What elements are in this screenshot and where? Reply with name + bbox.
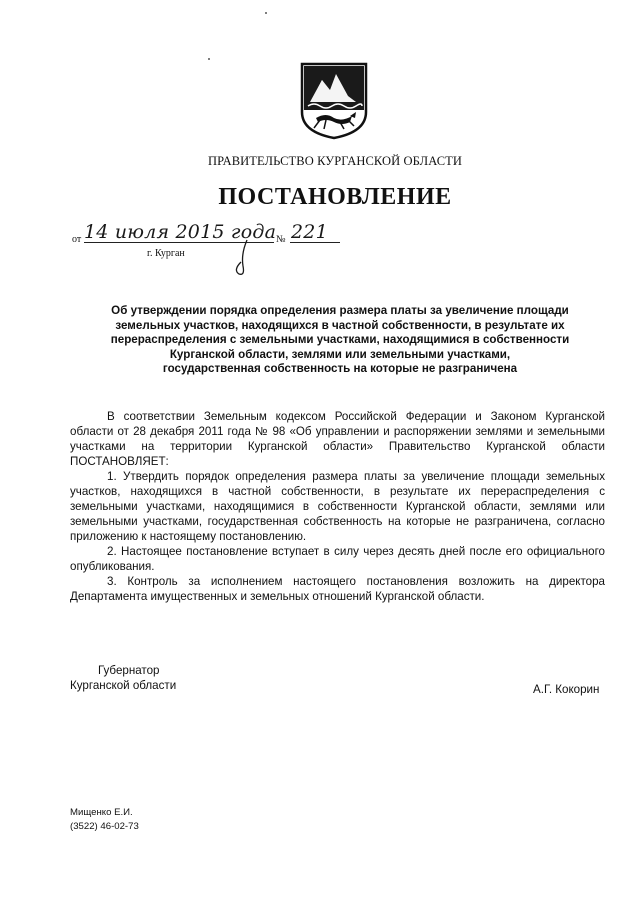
signatory-region: Курганской области bbox=[70, 679, 177, 692]
government-name: ПРАВИТЕЛЬСТВО КУРГАНСКОЙ ОБЛАСТИ bbox=[207, 154, 462, 168]
handwritten-number: 221 bbox=[291, 221, 328, 243]
number-underline bbox=[290, 242, 340, 243]
document-body bbox=[70, 409, 605, 604]
kurgan-region-coat-of-arms-icon bbox=[300, 62, 368, 140]
handwriting-flourish bbox=[225, 238, 265, 278]
city-label: г. Курган bbox=[147, 248, 185, 259]
document-type-title: ПОСТАНОВЛЕНИЕ bbox=[218, 184, 452, 210]
subject-line: Курганской области, землями или земельными участками, bbox=[169, 347, 511, 361]
subject-line: государственная собственность на которые не разграничена bbox=[162, 362, 518, 376]
handwritten-date: 14 июля 2015 года bbox=[84, 221, 277, 243]
date-prefix: от bbox=[72, 234, 82, 245]
contact-author: Мищенко Е.И. bbox=[70, 807, 133, 818]
subject-line: земельных участков, находящихся в частной собственности, в результате их bbox=[115, 318, 565, 332]
number-prefix: № bbox=[276, 234, 286, 245]
subject-line: перераспределения с земельными участками, находящимися в собственности bbox=[110, 333, 570, 347]
signatory-title: Губернатор bbox=[98, 664, 160, 677]
body-paragraph-item-3: 3. Контроль за исполнением настоящего постановления возложить на директора Департамента имущественных и земельных отношений Курганской области. bbox=[70, 575, 605, 603]
body-paragraph-item-2: 2. Настоящее постановление вступает в силу через десять дней после его официального опубликования. bbox=[70, 545, 605, 573]
document-subject bbox=[70, 304, 610, 377]
scan-speck bbox=[265, 12, 267, 14]
body-paragraph-item-1: 1. Утвердить порядок определения размера платы за увеличение площади земельных участков, находящихся в частной собственности, в результате их перераспределения с земельными участками, находящимися в собственности Курганской области, землями или земельными участками, государственная собственность на которые не разграничена, согласно приложению к настоящему постановлению. bbox=[70, 470, 605, 543]
subject-line: Об утверждении порядка определения размера платы за увеличение площади bbox=[111, 304, 569, 317]
contact-phone: (3522) 46-02-73 bbox=[70, 821, 139, 832]
body-paragraph-preamble: В соответствии Земельным кодексом Российской Федерации и Законом Курганской области от 28 декабря 2011 года № 98 «Об управлении и распоряжении землями и земельными участками на территории Курганской области» Правительство Курганской области ПОСТАНОВЛЯЕТ: bbox=[70, 410, 605, 468]
scan-speck bbox=[208, 58, 210, 60]
signatory-name: А.Г. Кокорин bbox=[533, 683, 600, 696]
